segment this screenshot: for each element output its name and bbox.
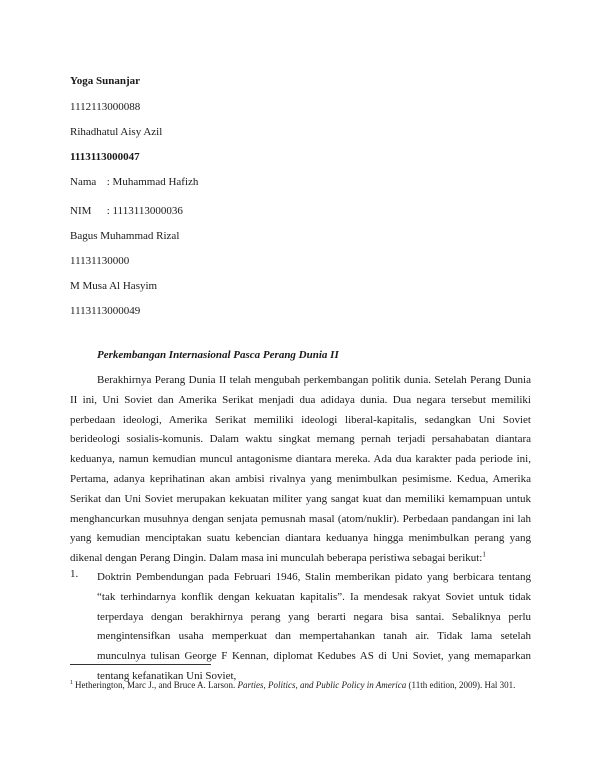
footnote-edition: (11th edition, 2009). Hal 301. <box>408 680 516 690</box>
nim-value: : 1113113000036 <box>106 205 183 217</box>
footnote-divider <box>70 664 211 665</box>
section-title: Perkembangan Internasional Pasca Perang Dunia II <box>97 349 339 361</box>
author-nim-field <box>70 205 183 217</box>
author-nim: 11131130000 <box>70 255 130 267</box>
nim-label: NIM <box>70 205 92 217</box>
name-value: : Muhammad Hafizh <box>106 176 199 188</box>
author-name: Bagus Muhammad Rizal <box>70 230 180 242</box>
author-name: Yoga Sunanjar <box>70 75 140 87</box>
author-nim: 1112113000088 <box>70 101 141 113</box>
paragraph-text: Berakhirnya Perang Dunia II telah mengubah perkembangan politik dunia. Setelah Perang Dunia II ini, Uni Soviet dan Amerika Serikat menjadi dua adidaya dunia. Dua negara tersebut memiliki perbedaan ideologi, Amerika Serikat memiliki ideologi liberal-kapitalis, sedangkan Uni Soviet berideologi sosialis-komunis. Dalam waktu singkat memang pernah terjadi persahabatan diantara keduanya, namun kemudian muncul antagonisme diantara mereka. Ada dua karakter pada periode ini, Pertama, adanya keprihatinan akan ambisi rivalnya yang menimbulkan pesimisme. Kedua, Amerika Serikat dan Uni Soviet merupakan kekuatan militer yang sangat kuat dan memiliki kemampuan untuk menghancurkan musuhnya dengan senjata pemusnah masal (atom/nuklir). Perbedaan pandangan ini lah yang kemudian menciptakan suatu kebencian diantara keduanya hingga menimbulkan perang yang dikenal dengan Perang Dingin. Dalam masa ini munculah beberapa peristiwa sebagai berikut: <box>70 374 531 565</box>
footnote-reference[interactable]: 1 <box>482 550 486 559</box>
author-nim: 1113113000049 <box>70 305 141 317</box>
name-label: Nama <box>70 176 97 188</box>
footnote-authors: Hetherington, Marc J., and Bruce A. Larson. <box>75 680 236 690</box>
footnote-book-title: Parties, Politics, and Public Policy in America <box>237 680 407 690</box>
footnote <box>70 676 531 694</box>
author-name: M Musa Al Hasyim <box>70 280 158 292</box>
author-name: Rihadhatul Aisy Azil <box>70 126 163 138</box>
list-item-number: 1. <box>70 568 79 580</box>
author-nim: 1113113000047 <box>70 151 140 163</box>
body-paragraph <box>70 371 531 569</box>
author-name-field <box>70 176 198 188</box>
list-item-text: Doktrin Pembendungan pada Februari 1946, Stalin memberikan pidato yang berbicara tentang “tak terhindarnya konflik dengan kekuatan kapitalis”. Ia mendesak rakyat Soviet untuk tidak terperdaya dengan berakhirnya perang yang berarti negara bisa santai. Sebaliknya perlu mengintensifkan usaha memperkuat dan mempertahankan tanah air. Tidak lama setelah munculnya tulisan George F Kennan, diplomat Kedubes AS di Uni Soviet, yang memaparkan tentang kefanatikan Uni Soviet, <box>97 571 531 682</box>
footnote-number: 1 <box>70 680 73 686</box>
